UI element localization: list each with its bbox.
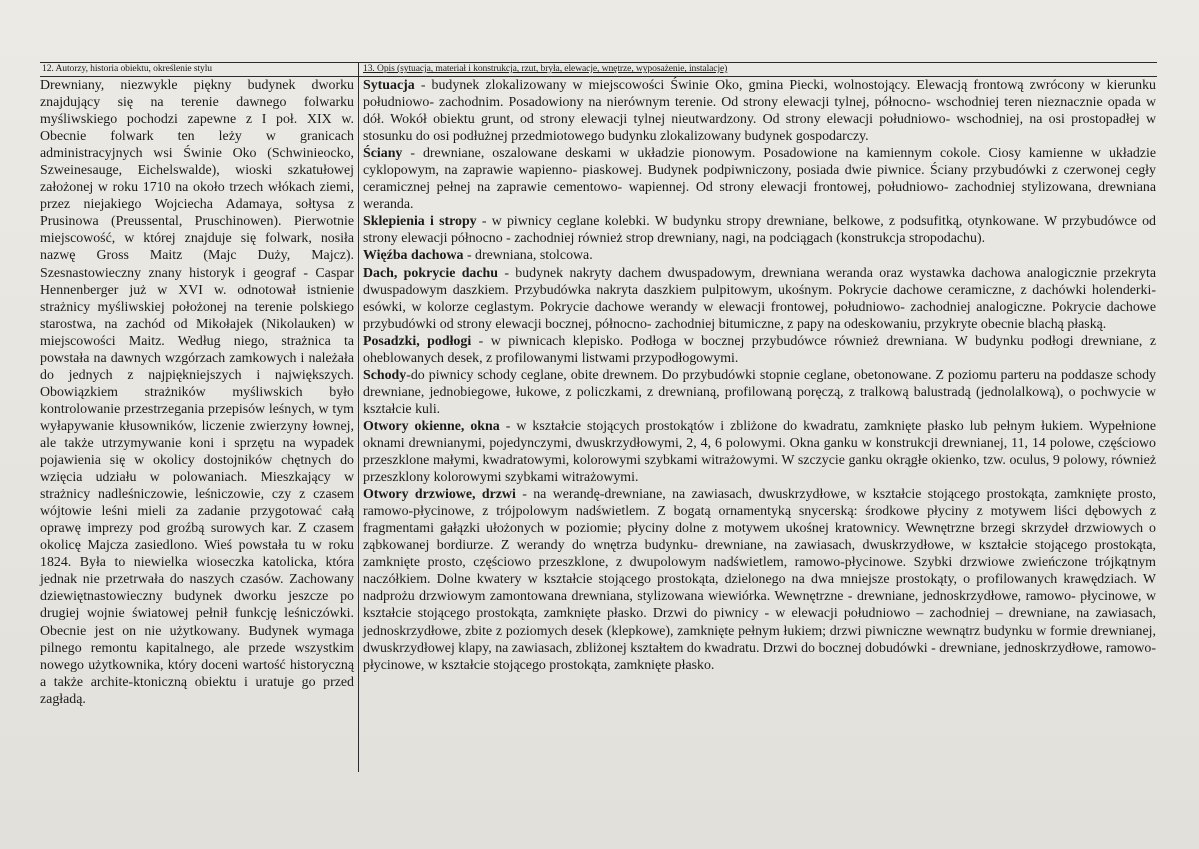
right-column-heading: 13. Opis (sytuacja, materiał i konstrukcja, rzut, bryła, elewacje, wnętrze, wyposażenie, instalacje) (363, 63, 728, 74)
section-text: - w piwnicach klepisko. Podłoga w bocznej przybudówce również drewniana. W budynku podłogi drewniane, z oheblowanych desek, z profilowanymi listwami przypodłogowymi. (363, 333, 1156, 366)
section-wiezba (363, 247, 1156, 264)
section-sklepienia (363, 213, 1156, 247)
history-column (40, 77, 354, 708)
section-text: - budynek zlokalizowany w miejscowości Świnie Oko, gmina Piecki, wolnostojący. Elewacją frontową zwrócony w kierunku południowo- zachodnim. Posadowiony na nierównym terenie. Od strony elewacji tylnej, północno- wschodniej teren nieznacznie opada w dół. Wokół obiektu grunt, od strony elewacji tylnej nieutwardzony. Od strony elewacji południowo- wschodniej, na osi prostopadłej w stosunku do osi podłużnej przedmiotowego budynku zlokalizowany budynek gospodarczy. (363, 78, 1156, 145)
column-divider (358, 62, 359, 772)
section-label: Schody (363, 367, 407, 383)
section-text: - drewniane, oszalowane deskami w układzie pionowym. Posadowione na kamiennym cokole. Ciosy kamienne w układzie cyklopowym, na zaprawie wapienno- piaskowej. Budynek podpiwniczony, posiada dwie piwnice. Ściany przybudówki z czerwonej cegły ceramicznej pełnej na zaprawie cementowo- wapiennej. Od strony elewacji frontowej, południowo- zachodniej stylizowana, drewniana weranda. (363, 146, 1156, 213)
section-text: - w kształcie stojących prostokątów i zbliżone do kwadratu, zamknięte płasko lub pełnym łukiem. Wypełnione oknami drewnianymi, pojedynczymi, dwuskrzydłowymi, 2, 4, 6 polowymi. Okna ganku w konstrukcji drewnianej, 11, 14 polowe, częściowo przeszklone małymi, kwadratowymi, kolorowymi szybkami witrażowymi. W szczycie ganku okrągłe okienko, tzw. oculus, 9 polowy, również przeszklony kolorowymi szybkami witrażowymi. (363, 418, 1157, 486)
section-sytuacja (363, 77, 1156, 145)
section-label: Ściany (363, 146, 403, 162)
section-drzwi (363, 486, 1156, 674)
section-label: Otwory drzwiowe, drzwi (363, 487, 516, 503)
section-label: Dach, pokrycie dachu (363, 265, 498, 281)
section-text: - budynek nakryty dachem dwuspadowym, drewniana weranda oraz wystawka dachowa analogicznie przekryta dwuspadowym daszkiem. Przybudówka nakryta daszkiem pulpitowym, ukośnym. Pokrycie dachowe ceramiczne, z dachówki holenderki-esówki, w kolorze ceglastym. Pokrycie dachowe werandy w elewacji frontowej, południowo- zachodniej analogiczne. Pokrycie dachowe przybudówki od strony elewacji bocznej, północno- zachodniej bitumiczne, z papy na odeskowaniu, przykryte obecnie blachą płaską. (363, 265, 1156, 332)
section-schody (363, 367, 1156, 418)
left-column-heading: 12. Autorzy, historia obiektu, określenie stylu (42, 63, 213, 74)
section-text: - na werandę-drewniane, na zawiasach, dwuskrzydłowe, w kształcie stojącego prostokąta, zamknięte prosto, ramowo-płycinowe, z trójpolowym nadświetlem. Z bogatą ornamentyką snycerską: środkowe płyciny z motywem liści dębowych z fragmentami gałązki ułożonych w poziomie; płyciny dolne z motywem ukośnej kratownicy. Wewnętrzne brzegi skrzydeł drzwiowych o ząbkowanej bordiurze. Z werandy do wnętrza budynku- drewniane, na zawiasach, dwuskrzydłowe, w kształcie stojącego prostokąta, zamknięte prosto, częściowo przeszklone, z dwupolowym nadświetlem, ramowo-płycinowe. Szybki drzwiowe zwieńczone trójkątnym naczółkiem. Dolne kwatery w kształcie stojącego prostokąta, dzielonego na dwa mniejsze prostokąty, o profilowanych krawędziach. W nadprożu drzwiowym zamontowana drewniana, stylizowana wiewiórka. Wewnętrzne - drewniane, jednoskrzydłowe, ramowo- płycinowe, w kształcie stojącego prostokąta, zamknięte płasko. Drzwi do piwnicy - w elewacji południowo – zachodniej – drewniane, na zawiasach, jednoskrzydłowe, zbite z poziomych desek (klepkowe), zamknięte pełnym łukiem; drzwi piwniczne wewnątrz budynku w formie drewnianej, dwuskrzydłowej klapy, na zawiasach, zbliżonej kształtem do kwadratu. Drzwi do bocznej dobudówki - drewniane, jednoskrzydłowe, ramowo- płycinowe, w kształcie stojącego prostokąta, zamknięte płasko. (363, 487, 1156, 673)
section-label: Sytuacja (363, 78, 415, 93)
section-text: - drewniana, stolcowa. (463, 248, 593, 264)
section-label: Otwory okienne, okna (363, 418, 500, 434)
section-label: Sklepienia i stropy (363, 214, 477, 230)
section-label: Posadzki, podłogi (363, 333, 472, 349)
history-text: Drewniany, niezwykle piękny budynek dworku znajdujący się na terenie dawnego folwarku myśliwskiego pochodzi zapewne z I poł. XIX w. Obecnie folwark ten leży w granicach administracyjnych wsi Świnie Oko (Schwinieocko, Szweinesauge, Eichelswalde), wioski szkatułowej założonej w roku 1710 na około trzech włókach ziemi, przez niejakiego Wojciecha Adamaya, sołtysa z Prusinowa (Preussental, Pruschinowen). Pierwotnie miejscowość, w której znajduje się folwark, nosiła nazwę Gross Maitz (Majc Duży, Majcz). Szesnastowieczny znany historyk i geograf - Caspar Hennenberger już w XVI w. odnotował istnienie strażnicy myśliwskiej położonej na terenie polskiego starostwa, na zachód od Mikołajek (Nikolauken) w miejscowości Maitz. Według niego, strażnica ta powstała na dawnych wzgórzach zamkowych i należała do jednych z najpiękniejszych i największych. Obowiązkiem strażników myśliwskich było kontrolowanie przestrzegania przepisów leśnych, w tym wyłapywanie kłusowników, liczenie zwierzyny łownej, ale także utrzymywanie koni i sprzętu na wypadek pojawienia się w okolicy dostojników chętnych do wzięcia udziału w polowaniach. Mieszkający w strażnicy nadleśniczowie, leśniczowie, czy z czasem wójtowie leśni mieli za zadanie przygotować całą oprawę imprezy pod groźbą surowych kar. Z czasem okolicę Majcza zasiedlono. Wieś powstała tu w roku 1824. Była to niewielka wioseczka katolicka, która jednak nie przetrwała do naszych czasów. Zachowany dziewiętnastowieczny budynek dworku jeszcze po drugiej wojnie światowej pełnił funkcję leśniczówki. Obecnie jest on nie użytkowany. Budynek wymaga pilnego remontu kapitalnego, ale przede wszystkim nowego użytkownika, który doceni wartość historyczną a także archite-ktoniczną obiektu i uratuje go przed zagładą. (40, 78, 354, 707)
section-posadzki (363, 333, 1156, 367)
section-sciany (363, 145, 1156, 213)
section-label: Więźba dachowa (363, 248, 464, 264)
section-okna (363, 418, 1156, 486)
section-text: - w piwnicy ceglane kolebki. W budynku stropy drewniane, belkowe, z podsufitką, otynkowane. W przybudówce od strony elewacji północno - zachodniej również strop drewniany, nagi, na podciągach (konstrukcja stropodachu). (363, 214, 1157, 247)
section-text: -do piwnicy schody ceglane, obite drewnem. Do przybudówki stopnie ceglane, obetonowane. Z poziomu parteru na poddasze schody drewniane, jednobiegowe, łukowe, z policzkami, z drewnianą, profilowaną poręczą, z tralkową balustradą (jednolalkową), o pochwycie w kształcie kuli. (363, 367, 1156, 417)
section-dach (363, 265, 1156, 333)
description-column (363, 77, 1156, 674)
